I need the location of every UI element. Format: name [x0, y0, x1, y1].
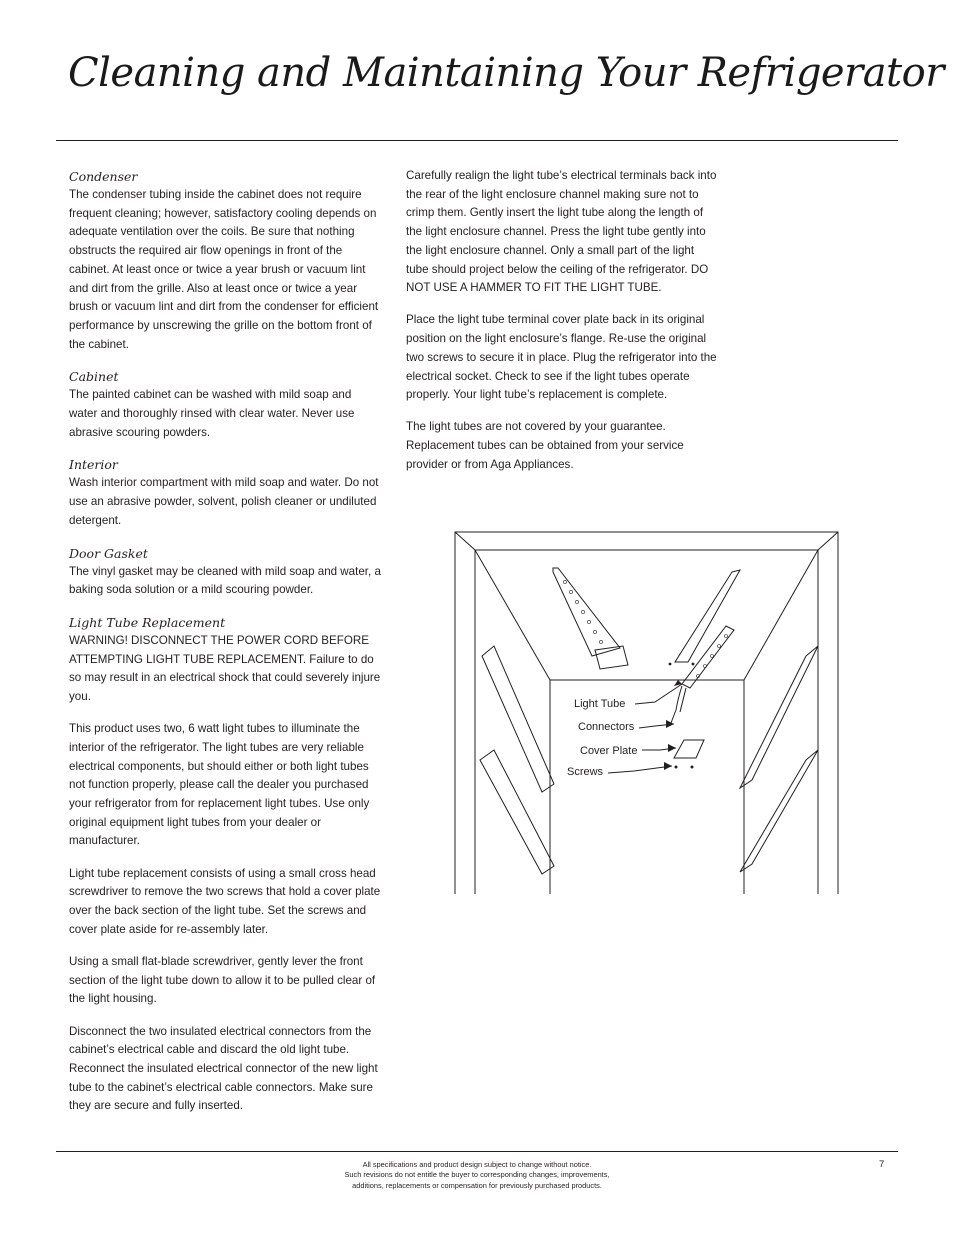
section-interior: [69, 455, 381, 530]
tube-element: [718, 645, 721, 648]
section-heading: Condenser: [69, 169, 138, 184]
screw: [675, 766, 678, 769]
tube-element: [725, 635, 728, 638]
tube-element: [563, 580, 566, 583]
light-tube-diagram: [450, 528, 842, 896]
shelf-rail-left-lower: [480, 750, 554, 874]
paragraph: The light tubes are not covered by your guarantee. Replacement tubes can be obtained from your service provider or from Aga Appliances.: [406, 420, 684, 471]
label-screws: Screws: [567, 766, 604, 778]
replacement-light-tube: [682, 626, 734, 688]
tube-element: [599, 640, 602, 643]
footer-notice: [300, 1160, 654, 1191]
screw: [691, 766, 694, 769]
warning-paragraph: WARNING! DISCONNECT THE POWER CORD BEFORE ATTEMPTING LIGHT TUBE REPLACEMENT. Failure to do so may result in an electrical shock that could severely injure you.: [69, 633, 381, 704]
section-heading: Door Gasket: [69, 545, 148, 561]
paragraph: Carefully realign the light tube’s electrical terminals back into the rear of the light enclosure channel making sure not to crimp them. Gently insert the light tube along the length of the light enclosure channel. Press the light tube gently into the light enclosure channel. Only a small part of the light tube should project below the ceiling of the refrigerator. DO NOT USE A HAMMER TO FIT THE LIGHT TUBE.: [406, 169, 717, 295]
section-light-tube-replacement: [69, 613, 381, 1116]
label-connectors: Connectors: [578, 721, 635, 733]
page-title: Cleaning and Maintaining Your Refrigerator: [68, 50, 944, 96]
ceiling-edge: [744, 550, 818, 680]
light-channel-left: [553, 568, 620, 656]
section-door-gasket: [69, 544, 381, 600]
paragraph: The condenser tubing inside the cabinet does not require frequent cleaning; however, satisfactory cooling depends on adequate ventilation over the coils. Be sure that nothing obstructs the required air flow openings in front of the cabinet. At least once or twice a year brush or vacuum lint and dirt from the grille. Also at least once or twice a year brush or vacuum lint and dirt from the condenser for efficient performance by unscrewing the grille on the bottom front of the cabinet.: [69, 188, 379, 351]
ceiling-edge: [475, 550, 550, 680]
tube-element: [711, 655, 714, 658]
cabinet-inner-frame: [475, 550, 818, 894]
section-condenser: [69, 167, 381, 354]
paragraph: Disconnect the two insulated electrical connectors from the cabinet’s electrical cable and discard the old light tube. Reconnect the insulated electrical connector of the new light tube to the cabinet’s electrical cable connectors. Make sure they are secure and fully inserted.: [69, 1024, 378, 1113]
label-light-tube: Light Tube: [574, 698, 626, 710]
tube-element: [581, 610, 584, 613]
tube-element: [569, 590, 572, 593]
cover-plate: [674, 740, 704, 758]
paragraph: Wash interior compartment with mild soap and water. Do not use an abrasive powder, solvent, polish cleaner or undiluted detergent.: [69, 476, 379, 527]
tube-element: [575, 600, 578, 603]
paragraph: This product uses two, 6 watt light tubes to illuminate the interior of the refrigerator. The light tubes are very reliable electrical components, but should either or both light tubes not function properly, please call the dealer you purchased your refrigerator from for replacement light tubes. Use only original equipment light tubes from your dealer or manufacturer.: [69, 722, 370, 848]
cabinet-outline: [455, 532, 838, 894]
section-heading: Cabinet: [69, 369, 119, 385]
tube-element: [704, 665, 707, 668]
paragraph: The painted cabinet can be washed with mild soap and water and thoroughly rinsed with clear water. Never use abrasive scouring powders.: [69, 388, 355, 439]
leader-line-light-tube: [635, 684, 682, 704]
left-column: [69, 167, 381, 1130]
tube-element: [587, 620, 590, 623]
section-heading: Interior: [69, 457, 118, 473]
section-heading: Light Tube Replacement: [69, 614, 226, 630]
section-cabinet: [69, 367, 381, 442]
paragraph: The vinyl gasket may be cleaned with mild soap and water, a baking soda solution or a mild scouring powder.: [69, 564, 381, 597]
page-number: 7: [879, 1159, 885, 1170]
shelf-rail-right-lower: [740, 750, 818, 872]
screw: [669, 663, 672, 666]
ceiling-edge: [455, 532, 475, 550]
footer-notice-line: additions, replacements or compensation for previously purchased products.: [352, 1180, 602, 1190]
paragraph: Place the light tube terminal cover plate back in its original position on the light enclosure’s flange. Re-use the original two screws to secure it in place. Plug the refrigerator into the electrical socket. Check to see if the light tubes operate properly. Your light tube’s replacement is complete.: [406, 313, 717, 402]
connector-wires: [670, 686, 682, 726]
footer-divider: [56, 1151, 898, 1152]
header-divider: [56, 140, 898, 141]
leader-line-screws: [608, 766, 672, 773]
paragraph: Using a small flat-blade screwdriver, gently lever the front section of the light tube down to allow it to be pulled clear of the light housing.: [69, 955, 376, 1006]
footer-notice-line: All specifications and product design subject to change without notice.: [362, 1160, 592, 1169]
screw: [692, 663, 695, 666]
connector-wires: [680, 688, 686, 712]
back-wall: [550, 680, 744, 894]
cover-plate-installed: [595, 646, 628, 669]
light-channel-right: [675, 570, 740, 662]
label-cover-plate: Cover Plate: [580, 745, 638, 757]
ceiling-edge: [818, 532, 838, 550]
paragraph: Light tube replacement consists of using a small cross head screwdriver to remove the two screws that hold a cover plate over the back section of the light tube. Set the screws and cover plate aside for re-assembly later.: [69, 866, 381, 936]
right-column: [406, 167, 718, 488]
tube-element: [593, 630, 596, 633]
footer-notice-line: Such revisions do not entitle the buyer to corresponding changes, improvements,: [344, 1170, 610, 1180]
